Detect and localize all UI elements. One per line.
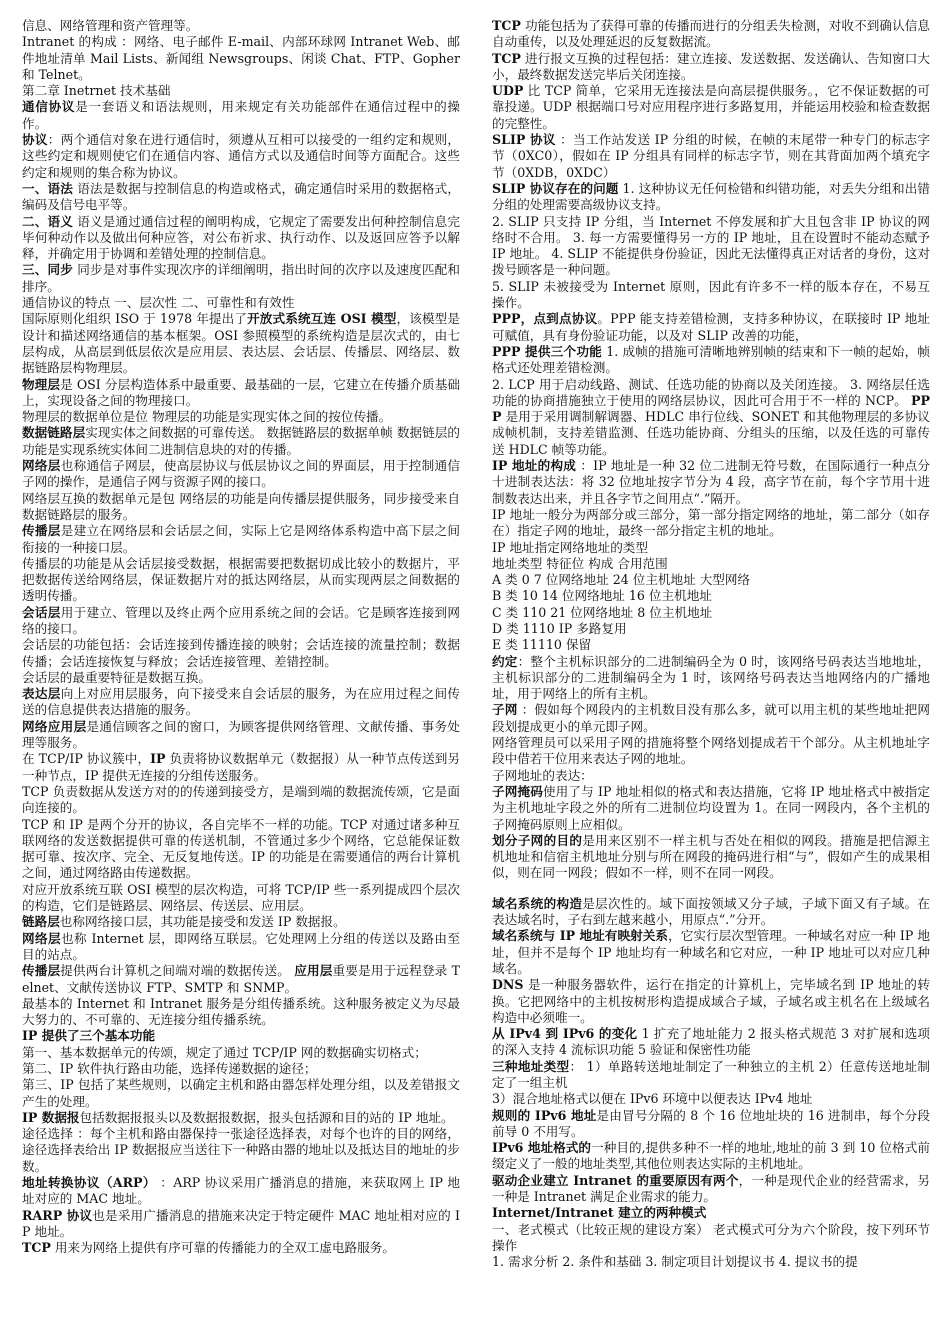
text: E 类 11110 保留: [492, 637, 592, 653]
text: 3）混合地址格式以便在 IPv6 环境中以便表达 IPv4 地址: [492, 1091, 813, 1107]
paragraph: [22, 931, 460, 964]
text: 提供两台计算机之间端对端的数据传送。: [60, 963, 295, 979]
paragraph: [22, 556, 460, 605]
paragraph: [22, 996, 460, 1029]
text: IP 地址一般分为两部分或三部分，第一部分指定网络的地址，第二部分（如存在）指定子网的地址，最终一部分指定主机的地址。: [492, 506, 930, 539]
text: 是由冒号分隔的 8 个 16 位地址块的 16 进制串，每个分段前导 0 不用写。: [492, 1107, 930, 1139]
bold-term: 从 IPv4 到 IPv6 的变化: [492, 1026, 638, 1042]
paragraph: [22, 132, 460, 181]
bold-term: PPP 提供三个功能: [492, 343, 602, 359]
paragraph-gap: [492, 882, 930, 896]
text: 1. 这种协议无任何检错和纠错功能，对丢失分组和出错分组的处理需要高级协议支持。: [492, 180, 930, 213]
paragraph: [492, 588, 930, 604]
paragraph: [22, 882, 460, 915]
text: 进行报文互换的过程包括：建立连接、发送数据、发送确认、告知窗口大小，最终数据发送完毕后关闭连接。: [492, 50, 930, 82]
paragraph: [22, 1110, 460, 1126]
text: 网络层互换的数据单元是包 网络层的功能是向传播层提供服务，同步接受来自数据链路层的服务。: [22, 490, 460, 522]
paragraph: [492, 1173, 930, 1206]
text: 也是采用广播消息的措施来决定于特定硬件 MAC 地址相对应的 IP 地址。: [22, 1207, 460, 1239]
paragraph: [22, 83, 460, 99]
paragraph: [492, 572, 930, 588]
paragraph: [492, 1026, 930, 1059]
text: 子网地址的表达：: [492, 767, 593, 783]
bold-term: 驱动企业建立 Intranet 的重要原因有两个: [492, 1172, 739, 1188]
text: 对应开放系统互联 OSI 模型的层次构造，可将 TCP/IP 些一系列提成四个层次的构造，它们是链路层、网络层、传送层、应用层。: [22, 881, 460, 914]
bold-term: 数据链路层: [22, 425, 86, 441]
paragraph: [492, 1091, 930, 1107]
text: 向上对应用层服务，向下接受来自会话层的服务，为在应用过程之间传送的信息提供表达措施的服务。: [22, 686, 461, 718]
paragraph: [492, 1254, 930, 1270]
text: 是一种服务器软件，运行在指定的计算机上，完毕域名到 IP 地址的转换。它把网络中的主机按树形构造提成域合子域，子域名或主机名在上级域名构造中必须唯一。: [492, 977, 930, 1025]
bold-term: TCP: [492, 50, 521, 66]
paragraph: [492, 18, 930, 51]
bold-term: 应用层: [294, 963, 333, 979]
bold-term: 开放式系统互连 OSI 模型: [247, 311, 397, 327]
paragraph: [22, 1175, 460, 1208]
paragraph: [492, 1108, 930, 1141]
text: 1. 成帧的措施可清晰地辨别帧的结束和下一帧的起始，帧格式还处理差错检测。: [492, 343, 930, 376]
bold-term: IP 数据报: [22, 1109, 80, 1125]
paragraph: [22, 458, 460, 491]
paragraph: [492, 279, 930, 312]
text: 用来为网络上提供有序可靠的传播能力的全双工虚电路服务。: [50, 1240, 395, 1256]
paragraph: [22, 817, 460, 882]
paragraph: [492, 735, 930, 768]
text: 也称通信子网层，使高层协议与低层协议之间的界面层，用于控制通信子网的操作，是通信子网与资源子网的接口。: [22, 458, 461, 490]
text: 功能包括为了获得可靠的传播而进行的分组丢失检测，对收不到确认信息自动重传，以及处理延迟的反复数据流。: [492, 18, 930, 50]
paragraph: [22, 34, 460, 83]
bold-term: IP: [150, 751, 166, 767]
paragraph: [22, 1208, 460, 1241]
text: 在 TCP/IP 协议簇中，: [22, 751, 151, 767]
bold-term: 表达层: [22, 686, 61, 702]
paragraph: [22, 214, 460, 263]
text: 同步是对事件实现次序的详细阐明，指出时间的次序以及速度匹配和排序。: [22, 262, 460, 294]
text: B 类 10 14 位网络地址 16 位主机地址: [492, 588, 712, 604]
paragraph: [22, 1126, 460, 1175]
paragraph: [22, 751, 460, 784]
text: 通信协议的特点 一、层次性 二、可靠性和有效性: [22, 295, 295, 311]
text: A 类 0 7 位网络地址 24 位主机地址 大型网络: [492, 572, 751, 588]
paragraph: [22, 181, 460, 214]
paragraph: [492, 605, 930, 621]
paragraph: [492, 977, 930, 1026]
bold-term: IP 地址的构成: [492, 458, 577, 474]
bold-term: 网络应用层: [22, 718, 87, 734]
text: 是一套语义和语法规则，用来规定有关功能部件在通信过程中的操作。: [22, 99, 461, 131]
text: 1 扩充了地址能力 2 报头格式规范 3 对扩展和选项的深入支持 4 流标识功能 5 验证和保密性功能: [492, 1026, 930, 1058]
bold-term: PPP: [492, 392, 930, 425]
text: 2. LCP 用于启动线路、测试、任选功能的协商以及关闭连接。 3. 网络层任选功能的协商措施独立于使用的网络层协议，因此可合用于不一样的 NCP。: [492, 376, 930, 408]
text: 一种目的,提供多种不一样的地址,地址的前 3 到 10 位格式前缀定义了一般的地址类型,其他位则表达实际的主机地址。: [492, 1140, 930, 1172]
text: 也称 Internet 层，即网络互联层。它处理网上分组的传送以及路由至目的站点。: [22, 930, 460, 962]
bold-term: UDP: [492, 83, 524, 99]
text: ：假如每个网段内的主机数目没有那么多，就可以用主机的某些地址把网段划提成更小的单元即子网。: [492, 702, 930, 734]
paragraph: [492, 637, 930, 653]
paragraph: [22, 311, 460, 376]
text: 1. 需求分析 2. 条件和基础 3. 制定项目计划提议书 4. 提议书的提: [492, 1254, 858, 1270]
paragraph: [492, 896, 930, 929]
paragraph: [22, 1240, 460, 1256]
paragraph: [492, 1140, 930, 1173]
bold-term: IPv6 地址格式的: [492, 1140, 592, 1156]
text: 使用了与 IP 地址相似的格式和表达措施，它将 IP 地址格式中被指定为主机地址字段之外的所有二进制位均设置为 1。在同一网段内，各个主机的子网掩码原则上应相似。: [492, 783, 931, 832]
paragraph: [492, 1222, 930, 1255]
text: 地址类型 特征位 构成 合用范围: [492, 555, 668, 571]
text: D 类 1110 IP 多路复用: [492, 620, 627, 636]
text: 一、老式模式（比较正规的建设方案） 老式模式可分为六个阶段，按下列环节操作: [492, 1221, 930, 1253]
bold-term: TCP: [22, 1240, 51, 1256]
text: 是用于采用调制解调器、HDLC 串行位线、SONET 和其他物理层的多协议成帧机制，支持差错监测、任选功能协商、分组头的压缩，以及任选的可靠传送 HDLC 帧等功能。: [492, 409, 930, 457]
paragraph: [22, 686, 460, 719]
text: 用于建立、管理以及终止两个应用系统之间的会话。它是顾客连接到网络的接口。: [22, 604, 461, 636]
bold-term: Internet/Intranet 建立的两种模式: [492, 1205, 707, 1221]
text: 国际原则化组织 ISO 于 1978 年提出了: [22, 311, 248, 327]
paragraph: [492, 1205, 930, 1221]
paragraph: [22, 425, 460, 458]
text: ： 1）单路转送地址制定了一种独立的主机 2）任意传送地址制定了一组主机: [492, 1058, 930, 1090]
bold-term: 三、同步: [22, 262, 74, 278]
text: IP 地址指定网络地址的类型: [492, 539, 648, 555]
paragraph: [492, 507, 930, 540]
paragraph: [22, 719, 460, 752]
text: 是通信顾客之间的窗口，为顾客提供网络管理、文献传播、事务处理等服务。: [22, 718, 461, 751]
paragraph: [492, 181, 930, 214]
text: 。PPP 能支持差错检测，支持多种协议，在联接时 IP 地址可赋值，具有身份验证功能，以及对 SLIP 改善的功能，: [492, 311, 930, 343]
text: TCP 负责数据从发送方对的的传递到接受方，是端到端的数据流传颂，它是面向连接的。: [22, 783, 460, 816]
bold-term: PPP，点到点协议: [492, 311, 598, 327]
paragraph: [22, 99, 460, 132]
paragraph: [492, 784, 930, 833]
text: ：当工作站发送 IP 分组的时候，在帧的末尾带一种专门的标志字节（0XC0），假如在 IP 分组具有同样的标志字节，则在其背面加两个填充字节（0XDB，0XDC）: [492, 132, 930, 180]
paragraph: [22, 670, 460, 686]
bold-term: 物理层: [22, 376, 61, 392]
text: 第二章 Inetrnet 技术基础: [22, 83, 171, 99]
paragraph: [492, 83, 930, 132]
text: ：两个通信对象在进行通信时，须遵从互相可以接受的一组约定和规则，这些约定和规则使它们在通信内容、通信方式以及通信时间等方面配合。这些约定和规则的集合称为协议。: [22, 132, 461, 180]
text: 会话层的功能包括：会话连接到传播连接的映射；会话连接的流量控制；数据传播；会话连接恢复与释放；会话连接管理、差错控制。: [22, 637, 460, 669]
paragraph: [22, 523, 460, 556]
paragraph: [492, 621, 930, 637]
bold-term: DNS: [492, 977, 524, 993]
bold-term: 一、语法: [22, 180, 74, 196]
text: 第三、IP 包括了某些规则，以确定主机和路由器怎样处理分组，以及差错报文产生的处理。: [22, 1077, 460, 1109]
text: 负责将协议数据单元（数据报）从一种节点传送到另一种节点，IP 提供无连接的分组传送服务。: [22, 751, 460, 783]
text: 2. SLIP 只支持 IP 分组，当 Internet 不停发展和扩大且包含非 IP 协议的网络时不合用。 3. 每一方需要懂得另一方的 IP 地址，且在设置时不能动态赋予 IP 地址。 4. SLIP 不能提供身份验证，因此无法懂得真正对话者的身份，这对拨号顾客是一种问题。: [492, 213, 930, 278]
text: Intranet 的构成 ：网络、电子邮件 E-mail、内部环球网 Intranet Web、邮件地址清单 Mail Lists、新闻组 Newsgroups、闲谈 Chat、FTP、Gopher 和 Telnet。: [22, 34, 460, 82]
left-column: [22, 18, 460, 1257]
text: 第二、IP 软件执行路由功能，选择传递数据的途径；: [22, 1061, 317, 1076]
text: 物理层的数据单位是位 物理层的功能是实现实体之间的按位传播。: [22, 409, 392, 425]
text: 重要是用于远程登录 Telnet、文献传送协议 FTP、SMTP 和 SNMP。: [22, 963, 461, 995]
text: 会话层的最重要特征是数据互换。: [22, 669, 211, 685]
text: 是用来区别不一样主机与否处在相似的网段。措施是把信源主机地址和信宿主机地址分别与所在网段的掩码进行相“与”，假如产生的成果相似，则在同一网段；假如不一样，则不在同一网段。: [492, 832, 931, 881]
bold-term: 三种地址类型: [492, 1058, 570, 1074]
paragraph: [492, 214, 930, 279]
paragraph: [492, 1059, 930, 1092]
paragraph: [22, 784, 460, 817]
paragraph: [22, 1028, 460, 1044]
bold-term: 传播层: [22, 523, 61, 539]
bold-term: 网络层: [22, 458, 61, 474]
bold-term: 子网掩码: [492, 783, 543, 799]
bold-term: SLIP 协议存在的问题: [492, 180, 619, 196]
text: 是层次性的。域下面按领域又分子域，子域下面又有子域。在表达域名时，子右到左越来越小，用原点“.”分开。: [492, 895, 931, 928]
bold-term: 规则的 IPv6 地址: [492, 1107, 597, 1123]
paragraph: [492, 344, 930, 377]
paragraph: [492, 833, 930, 882]
bold-term: 域名系统与 IP 地址有映射关系: [492, 928, 669, 944]
paragraph: [492, 556, 930, 572]
paragraph: [22, 914, 460, 930]
paragraph: [492, 540, 930, 556]
paragraph: [22, 409, 460, 425]
paragraph: [22, 637, 460, 670]
bold-term: 通信协议: [22, 99, 76, 115]
paragraph: [22, 18, 460, 34]
bold-term: TCP: [492, 18, 521, 33]
text: 信息、网络管理和资产管理等。: [22, 18, 199, 33]
text: 也称网络接口层，其功能是接受和发送 IP 数据报。: [59, 914, 346, 930]
bold-term: 域名系统的构造: [492, 895, 583, 911]
paragraph: [22, 963, 460, 996]
bold-term: 地址转换协议（ARP）: [22, 1175, 156, 1191]
bold-term: 约定: [492, 653, 518, 669]
text: ，一种是现代企业的经营需求，另一种是 Intranet 满足企业需求的能力。: [492, 1172, 931, 1205]
text: 实现实体之间数据的可靠传送。 数据链路层的数据单帧 数据链层的功能是实现系统实体间二进制信息块的对的传播。: [22, 425, 460, 457]
bold-term: 会话层: [22, 604, 61, 620]
bold-term: 链路层: [22, 914, 60, 930]
bold-term: 划分子网的目的: [492, 832, 583, 848]
paragraph: [492, 458, 930, 507]
paragraph: [492, 311, 930, 344]
bold-term: IP 提供了三个基本功能: [22, 1028, 156, 1044]
paragraph: [492, 132, 930, 181]
paragraph: [22, 1077, 460, 1110]
paragraph: [22, 377, 460, 410]
text: 包括数据报报头以及数据报数据，报头包括源和目的站的 IP 地址。: [79, 1109, 454, 1125]
text: C 类 110 21 位网络地址 8 位主机地址: [492, 604, 713, 620]
text: 语义是通过通信过程的阐明构成，它规定了需要发出何种控制信息完毕何种动作以及做出何种应答，对公布祈求、执行动作、以及返回应答予以解释，并确定用于协调和差错处理的控制信息。: [22, 213, 460, 262]
paragraph: [22, 605, 460, 638]
right-column: [492, 18, 930, 1271]
text: 第一、基本数据单元的传颂，规定了通过 TCP/IP 网的数据确实切格式；: [22, 1044, 427, 1060]
text: 网络管理员可以采用子网的措施将整个网络划提成若干个部分。从主机地址字段中借若干位用来表达子网的地址。: [492, 735, 930, 767]
paragraph: [492, 928, 930, 977]
paragraph: [492, 768, 930, 784]
text: 是建立在网络层和会话层之间，实际上它是网络体系构造中高下层之间衔接的一种接口层。: [22, 523, 461, 555]
text: ：整个主机标识部分的二进制编码全为 0 时，该网络号码表达当地地址，主机标识部分的二进制编码全为 1 时，该网络号码表达当地网络内的广播地址，用于网络上的所有主机。: [492, 653, 930, 702]
text: 5. SLIP 未被接受为 Internet 原则，因此有许多不一样的版本存在，不易互操作。: [492, 278, 930, 311]
paragraph: [22, 1045, 460, 1061]
paragraph: [22, 491, 460, 524]
bold-term: 网络层: [22, 930, 62, 946]
bold-term: 传播层: [22, 963, 61, 979]
text: TCP 和 IP 是两个分开的协议，各自完毕不一样的功能。TCP 对通过诸多种互联网络的发送数据提供可靠的传送机制，不管通过多少个网络，它总能保证数据可靠、按次序、完全、无反复地传送。IP 的功能是在需要通信的两台计算机之间，通过网络路由传递数据。: [22, 816, 460, 881]
paragraph: [22, 262, 460, 295]
paragraph: [492, 702, 930, 735]
paragraph: [22, 1061, 460, 1077]
bold-term: 二、语义: [22, 213, 74, 229]
text: ，该模型是设计和描述网络通信的基本框架。OSI 参照模型的系统构造是层次式的，由七层构成，从高层到低层依次是应用层、表达层、会话层、传播层、网络层、数据链路层构物理层。: [22, 311, 460, 376]
text: 是 OSI 分层构造体系中最重要、最基础的一层，它建立在传播介质基础上，实现设备之间的物理接口。: [22, 376, 460, 408]
paragraph: [492, 377, 930, 458]
text: ：IP 地址是一种 32 位二进制无符号数，在国际通行一种点分十进制表达法：将 32 位地址按字节分为 4 段，高字节在前，每个字节用十进制数表达出来，并且各字节之间用点“.”隔开。: [492, 458, 930, 506]
bold-term: SLIP 协议: [492, 132, 556, 148]
bold-term: 子网: [492, 702, 518, 718]
text: ：ARP 协议采用广播消息的措施，来获取网上 IP 地址对应的 MAC 地址。: [22, 1175, 460, 1207]
text: 传播层的功能是从会话层接受数据，根据需要把数据切成比较小的数据片，平把数据传送给网络层，保证数据片对的抵达网络层，从而实现两层之间数据的透明传播。: [22, 555, 460, 604]
paragraph: [22, 295, 460, 311]
paragraph: [492, 654, 930, 703]
paragraph: [492, 51, 930, 84]
bold-term: 协议: [22, 132, 48, 148]
text: 比 TCP 简单，它采用无连接法是向高层提供服务。，它不保证数据的可靠投递。UDP 根据端口号对应用程序进行多路复用，并能运用校验和检查数据的完整性。: [492, 83, 930, 131]
text: ，它实行层次型管理。一种域名对应一种 IP 地址，但并不是每个 IP 地址均有一种域名和它对应，一种 IP 地址可以对应几种域名。: [492, 928, 930, 976]
text: 语法是数据与控制信息的构造或格式，确定通信时采用的数据格式，编码及信号电平等。: [22, 180, 460, 213]
bold-term: RARP 协议: [22, 1207, 93, 1223]
text: 途径选择 ：每个主机和路由器保持一张途径选择表，对每个也许的目的网络，途径选择表给出 IP 数据报应当送往下一种路由器的地址以及抵达目的地址的步数。: [22, 1126, 460, 1174]
text: 最基本的 Internet 和 Intranet 服务是分组传播系统。这种服务被定义为尽最大努力的、不可靠的、无连接分组传播系统。: [22, 995, 460, 1028]
